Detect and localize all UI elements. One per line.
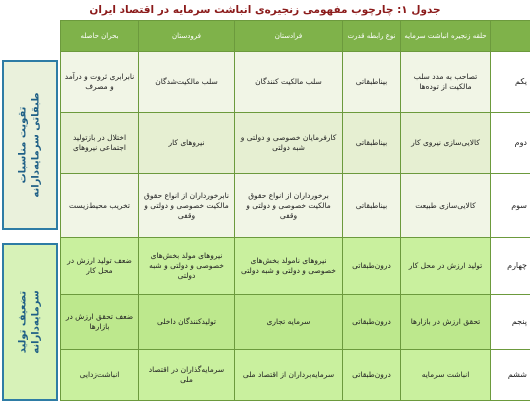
table-row (61, 349, 530, 400)
table-title: جدول ۱: چارچوب مفهومی زنجیره‌ی انباشت سرمایه در اقتصاد ایران (89, 4, 441, 16)
side-label-group2-line2: سرمایه‌دارانه (31, 290, 43, 354)
capital-accumulation-table (60, 20, 530, 401)
table-row (61, 113, 530, 174)
header-cell-relation: نوع رابطه قدرت (343, 21, 401, 52)
cell-subordinate: نیروهای مولد بخش‌های خصوصی و دولتی و شبه دولتی (139, 237, 235, 294)
group2-body (61, 237, 530, 400)
cell-dominant: سرمایه‌برداران از اقتصاد ملی (235, 349, 343, 400)
cell-relation: درون‌طبقاتی (343, 349, 401, 400)
cell-link: کالایی‌سازی نیروی کار (401, 113, 491, 174)
side-label-group1-line1: تقویت مناسبات (18, 106, 30, 184)
header-cell-dominant: فرادستان (235, 21, 343, 52)
cell-relation: بیناطبقاتی (343, 113, 401, 174)
cell-subordinate: نیروهای کار (139, 113, 235, 174)
cell-crisis: نابرابری ثروت و درآمد و مصرف (61, 52, 139, 113)
header-row (61, 21, 530, 52)
row-label: یکم (491, 52, 530, 113)
row-label: چهارم (491, 237, 530, 294)
row-label: پنجم (491, 294, 530, 349)
cell-link: تحقق ارزش در بازارها (401, 294, 491, 349)
cell-dominant: نیروهای نامولد بخش‌های خصوصی و دولتی و شبه دولتی (235, 237, 343, 294)
cell-link: تصاحب به مدد سلب مالکیت از توده‌ها (401, 52, 491, 113)
header-cell-label (491, 21, 530, 52)
row-label: دوم (491, 113, 530, 174)
cell-subordinate: تولیدکنندگان داخلی (139, 294, 235, 349)
table-row (61, 294, 530, 349)
group1-body (61, 52, 530, 238)
cell-crisis: انباشت‌زدایی (61, 349, 139, 400)
row-label: سوم (491, 174, 530, 237)
row-label: ششم (491, 349, 530, 400)
cell-subordinate: سلب مالکیت‌شدگان (139, 52, 235, 113)
cell-relation: درون‌طبقاتی (343, 294, 401, 349)
cell-relation: بیناطبقاتی (343, 174, 401, 237)
cell-subordinate: نابرخورداران از انواع حقوق مالکیت خصوصی و دولتی و وقفی (139, 174, 235, 237)
header-cell-subordinate: فرودستان (139, 21, 235, 52)
cell-dominant: سلب مالکیت کنندگان (235, 52, 343, 113)
cell-crisis: اختلال در بازتولید اجتماعی نیروهای (61, 113, 139, 174)
cell-dominant: کارفرمایان خصوصی و دولتی و شبه دولتی (235, 113, 343, 174)
side-label-group2-line1: تضعیف تولید (18, 290, 30, 354)
cell-relation: بیناطبقاتی (343, 52, 401, 113)
cell-link: کالایی‌سازی طبیعت (401, 174, 491, 237)
cell-relation: درون‌طبقاتی (343, 237, 401, 294)
header-cell-crisis: بحران حاصله (61, 21, 139, 52)
cell-crisis: تخریب محیط‌زیست (61, 174, 139, 237)
cell-link: تولید ارزش در محل کار (401, 237, 491, 294)
side-label-group1-line2: طبقاتی سرمایه‌دارانه (31, 92, 43, 198)
table-row (61, 52, 530, 113)
cell-link: انباشت سرمایه (401, 349, 491, 400)
cell-crisis: ضعف تولید ارزش در محل کار (61, 237, 139, 294)
table-row (61, 174, 530, 237)
table-row (61, 237, 530, 294)
cell-dominant: برخورداران از انواع حقوق مالکیت خصوصی و دولتی و وقفی (235, 174, 343, 237)
header-cell-link: حلقه زنجیره انباشت سرمایه (401, 21, 491, 52)
cell-crisis: ضعف تحقق ارزش در بازارها (61, 294, 139, 349)
cell-dominant: سرمایه تجاری (235, 294, 343, 349)
side-label-group1 (2, 60, 58, 230)
side-label-group2 (2, 243, 58, 401)
cell-subordinate: سرمایه‌گذاران در اقتصاد ملی (139, 349, 235, 400)
